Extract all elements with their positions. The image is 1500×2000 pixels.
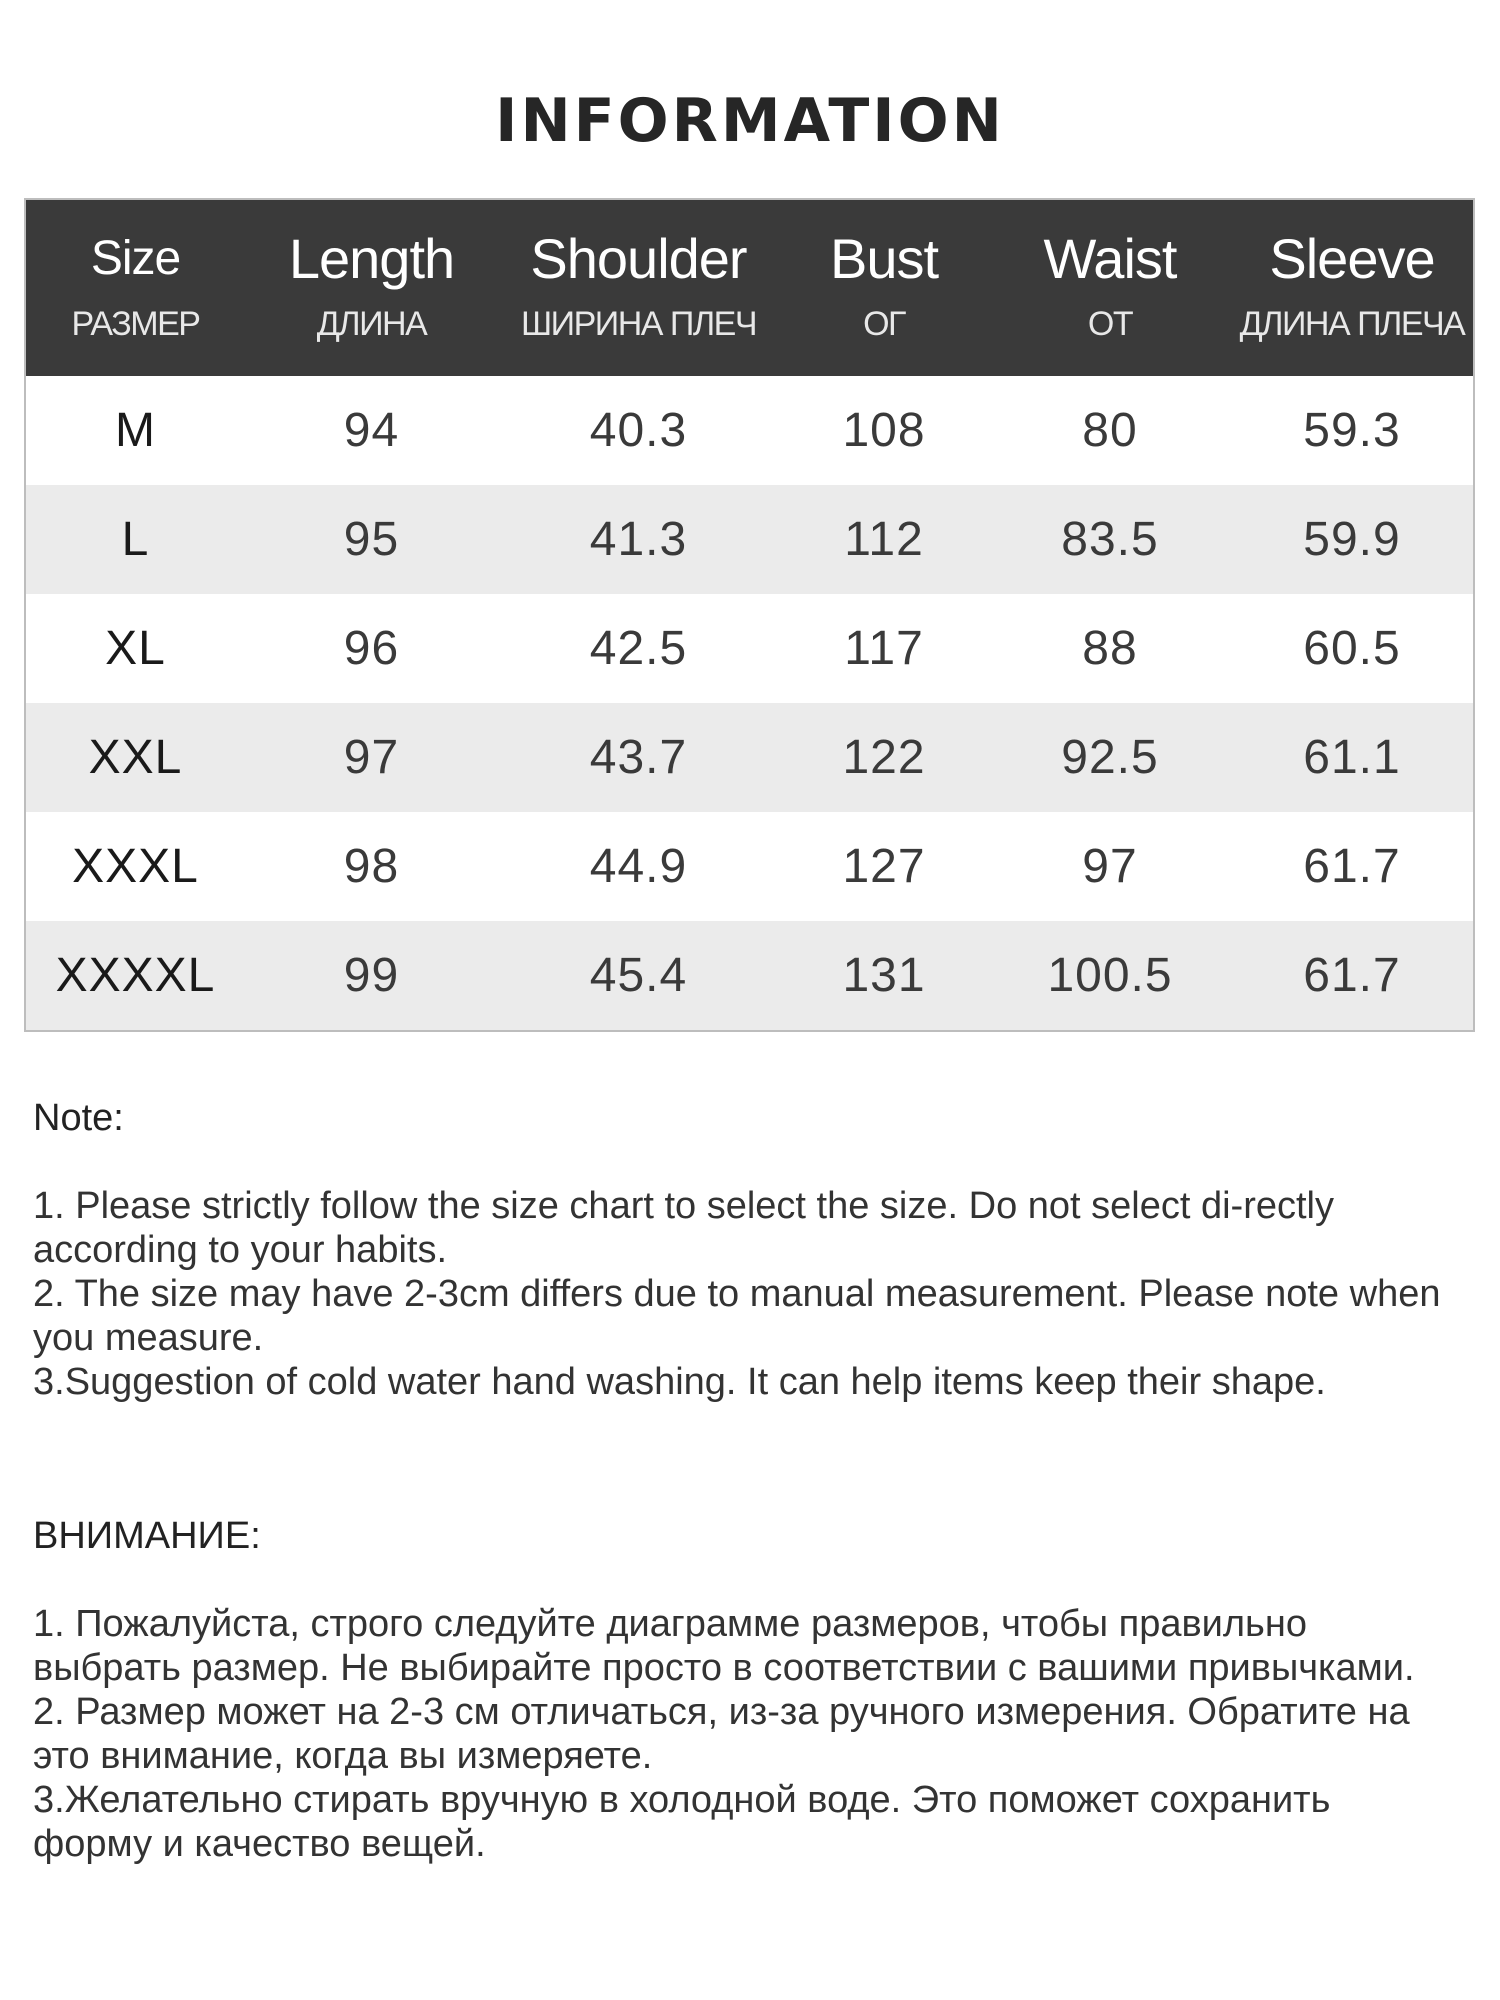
cell-waist: 100.5 (1047, 949, 1173, 1002)
notes-russian (33, 1514, 1453, 1866)
cell-bust: 112 (844, 513, 924, 566)
header-sleeve (1231, 200, 1473, 376)
notes-english (33, 1096, 1453, 1404)
cell-size: XXL (88, 731, 183, 784)
header-label-en: Length (288, 227, 455, 290)
header-label-en: Waist (1043, 227, 1177, 290)
cell-size: L (121, 513, 150, 566)
header-label-ru: ДЛИНА (316, 305, 427, 343)
header-label-en: Size (90, 232, 181, 285)
cell-waist: 80 (1082, 404, 1138, 457)
table-row (26, 594, 1473, 703)
cell-shoulder: 45.4 (589, 949, 688, 1002)
header-label-ru: РАЗМЕР (71, 305, 200, 343)
cell-shoulder: 40.3 (589, 404, 688, 457)
cell-size: XXXL (72, 840, 199, 893)
note-item: 1. Please strictly follow the size chart to select the size. Do not select di-rectly according to your habits. (33, 1185, 1334, 1271)
header-shoulder (498, 200, 779, 376)
header-label-en: Bust (829, 227, 939, 290)
table-row (26, 812, 1473, 921)
cell-waist: 88 (1082, 622, 1138, 675)
cell-length: 99 (343, 949, 400, 1002)
cell-length: 94 (343, 404, 400, 457)
notes-list (33, 1184, 1453, 1404)
table-row (26, 921, 1473, 1030)
notes-heading: Note: (33, 1097, 124, 1139)
header-label-ru: ДЛИНА ПЛЕЧА (1239, 305, 1465, 343)
note-item: 2. The size may have 2-3cm differs due to manual measurement. Please note when you measure. (33, 1273, 1441, 1359)
cell-sleeve: 61.1 (1303, 731, 1401, 784)
cell-sleeve: 61.7 (1303, 840, 1401, 893)
header-label-ru: ШИРИНА ПЛЕЧ (521, 305, 756, 343)
cell-size: XL (105, 622, 166, 675)
cell-waist: 97 (1082, 840, 1138, 893)
cell-sleeve: 61.7 (1303, 949, 1401, 1002)
cell-length: 95 (343, 513, 400, 566)
table-row (26, 376, 1473, 485)
header-label-en: Shoulder (530, 227, 747, 290)
cell-bust: 131 (842, 949, 926, 1002)
note-item: 3.Suggestion of cold water hand washing. It can help items keep their shape. (33, 1361, 1326, 1403)
cell-length: 96 (343, 622, 400, 675)
size-chart-table (24, 198, 1475, 1032)
cell-waist: 83.5 (1061, 513, 1159, 566)
cell-length: 97 (343, 731, 400, 784)
header-size (26, 200, 245, 376)
cell-shoulder: 44.9 (589, 840, 688, 893)
cell-shoulder: 43.7 (589, 731, 688, 784)
cell-sleeve: 60.5 (1303, 622, 1401, 675)
cell-size: M (115, 404, 156, 457)
table-row (26, 703, 1473, 812)
page-title: INFORMATION (495, 86, 1005, 156)
header-waist (989, 200, 1231, 376)
cell-bust: 122 (842, 731, 926, 784)
header-label-en: Sleeve (1269, 227, 1435, 290)
table-row (26, 485, 1473, 594)
cell-length: 98 (343, 840, 400, 893)
header-label-ru: ОГ (863, 305, 905, 343)
cell-sleeve: 59.9 (1303, 513, 1401, 566)
header-length (245, 200, 498, 376)
cell-bust: 108 (842, 404, 926, 457)
header-bust (779, 200, 989, 376)
cell-waist: 92.5 (1061, 731, 1159, 784)
cell-shoulder: 42.5 (589, 622, 688, 675)
note-item: 3.Желательно стирать вручную в холодной воде. Это поможет сохранить форму и качество вещей. (33, 1779, 1331, 1865)
cell-size: XXXXL (55, 949, 216, 1002)
cell-sleeve: 59.3 (1303, 404, 1401, 457)
cell-shoulder: 41.3 (589, 513, 688, 566)
note-item: 1. Пожалуйста, строго следуйте диаграмме размеров, чтобы правильно выбрать размер. Не выбирайте просто в соответствии с вашими привычками. (33, 1603, 1415, 1689)
table-header-row (26, 200, 1473, 376)
notes-list (33, 1602, 1453, 1866)
cell-bust: 127 (842, 840, 926, 893)
cell-bust: 117 (844, 622, 924, 675)
header-label-ru: ОТ (1087, 305, 1133, 343)
note-item: 2. Размер может на 2-3 см отличаться, из-за ручного измерения. Обратите на это внимание, когда вы измеряете. (33, 1691, 1410, 1777)
notes-heading: ВНИМАНИЕ: (33, 1515, 261, 1557)
